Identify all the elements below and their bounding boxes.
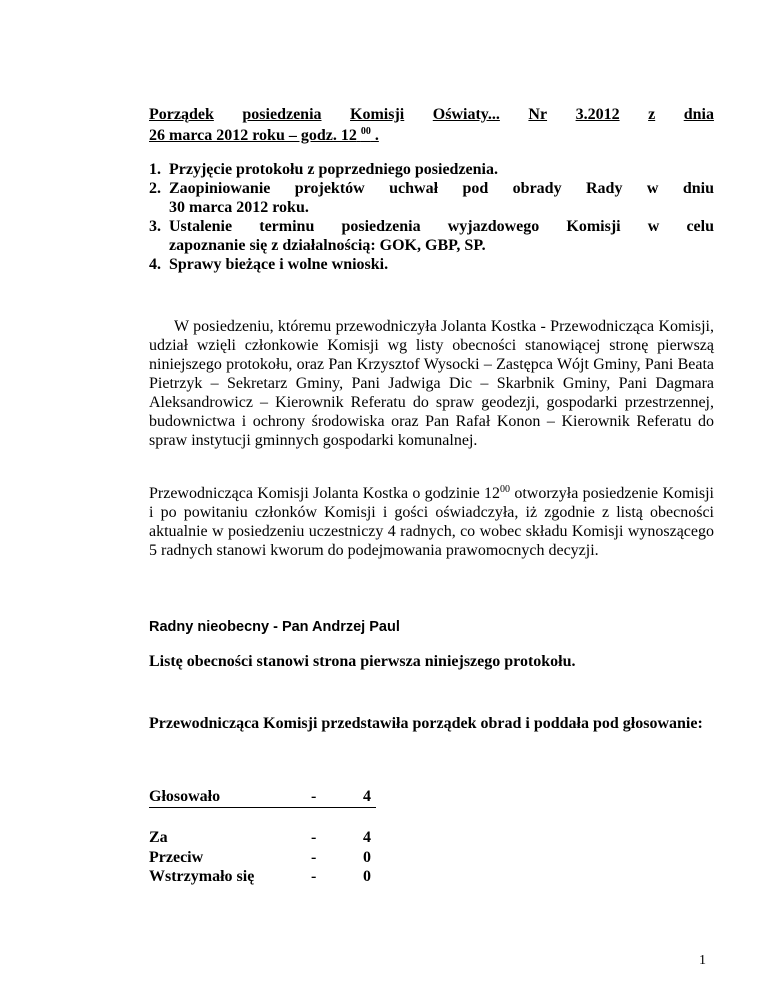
page-number: 1 [699, 953, 706, 968]
attendance-paragraph-text: W posiedzeniu, któremu przewodniczyła Jolanta Kostka - Przewodnicząca Komisji, udział wzięli członkowie Komisji wg listy obecności stanowiącej stronę pierwszą niniejszego protokołu, oraz Pan Krzysztof Wysocki – Zastępca Wójt Gminy, Pani Beata Pietrzyk – Sekretarz Gminy, Pani Jadwiga Dic – Skarbnik Gminy, Pani Dagmara Aleksandrowicz – Kierownik Referatu do spraw geodezji, gospodarki przestrzennej, budownictwa i ochrony środowiska oraz Pan Rafał Konon – Kierownik Referatu do spraw instytucji gminnych gospodarki komunalnej. [149, 318, 714, 449]
agenda-text: Przyjęcie protokołu z poprzedniego posiedzenia. [169, 161, 498, 178]
vote-total-row [149, 786, 376, 808]
opening-text-start: Przewodnicząca Komisji Jolanta Kostka o godzinie 12 [149, 485, 501, 502]
opening-paragraph [149, 484, 714, 560]
agenda-text-line: Ustalenie terminu posiedzenia wyjazdowego Komisji w celu [169, 218, 714, 235]
agenda-item [149, 255, 714, 274]
agenda-item [149, 179, 714, 217]
vote-value: 4 [363, 829, 371, 846]
title-word: Nr [528, 106, 548, 123]
vote-value: 0 [363, 868, 371, 885]
agenda-text: Sprawy bieżące i wolne wnioski. [169, 256, 389, 273]
vote-value: 4 [363, 788, 371, 805]
title-word: Porządek [149, 106, 214, 123]
agenda-number: 3. [149, 218, 161, 235]
agenda-number: 1. [149, 161, 161, 178]
title-word: z [648, 106, 656, 123]
title-end: . [370, 127, 379, 144]
agenda-number: 2. [149, 180, 161, 197]
title-word: Oświaty... [432, 106, 500, 123]
title-word: 3.2012 [575, 106, 620, 123]
agenda-text-line: 30 marca 2012 roku. [169, 199, 309, 216]
agenda-list [149, 160, 714, 274]
agenda-text-line: zapoznanie się z działalnością: GOK, GBP, SP. [169, 237, 486, 254]
vote-dash: - [311, 788, 317, 805]
agenda-vote-intro: Przewodnicząca Komisji przedstawiła porządek obrad i poddała pod głosowanie: [149, 715, 703, 732]
title-word: Komisji [350, 106, 405, 123]
title-word: dnia [683, 106, 714, 123]
agenda-item [149, 217, 714, 255]
vote-label: Za [149, 829, 168, 846]
attendance-paragraph [149, 317, 714, 450]
vote-dash: - [311, 829, 317, 846]
vote-dash: - [311, 849, 317, 866]
title-date: 26 marca 2012 roku – godz. 12 [149, 127, 357, 144]
vote-value: 0 [363, 849, 371, 866]
document-title [149, 104, 714, 146]
absent-member-note: Radny nieobecny - Pan Andrzej Paul [149, 619, 400, 635]
vote-label: Głosowało [149, 788, 221, 805]
title-word: posiedzenia [242, 106, 322, 123]
title-time-superscript: 00 [360, 126, 371, 137]
agenda-item [149, 160, 714, 179]
agenda-number: 4. [149, 256, 161, 273]
vote-dash: - [311, 868, 317, 885]
attendance-list-note: Listę obecności stanowi strona pierwsza niniejszego protokołu. [149, 653, 576, 670]
vote-label: Przeciw [149, 849, 204, 866]
agenda-text-line: Zaopiniowanie projektów uchwał pod obrady Rady w dniu [169, 180, 714, 197]
opening-time-superscript: 00 [500, 484, 511, 495]
vote-label: Wstrzymało się [149, 868, 255, 885]
title-line-1 [149, 104, 714, 125]
title-line-2 [149, 125, 714, 146]
opening-text-end: otworzyła posiedzenie Komisji i po powitaniu członków Komisji i gości oświadczyła, iż zgodnie z listą obecności aktualnie w posiedzeniu uczestniczy 4 radnych, co wobec składu Komisji wynoszącego 5 radnych stanowi kworum do podejmowania prawomocnych decyzji. [149, 485, 715, 559]
